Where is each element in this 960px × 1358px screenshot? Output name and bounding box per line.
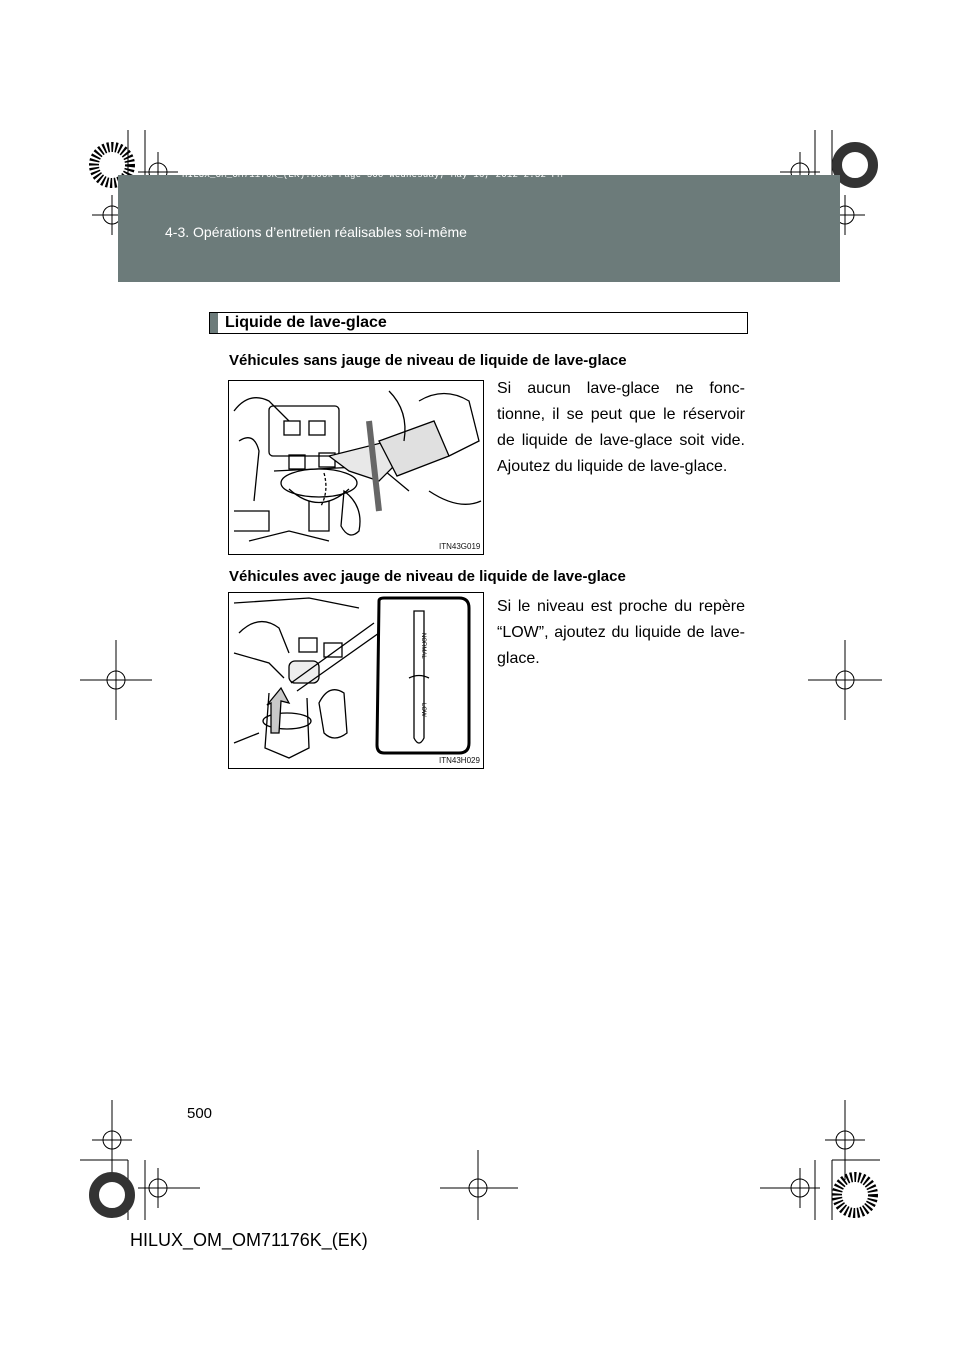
figure-pouring-fluid: [228, 380, 484, 555]
figure-code: ITN43G019: [439, 542, 481, 551]
instruction-text-with-gauge: Si le niveau est proche du repère “LOW”, ajoutez du liquide de lave-glace.: [497, 598, 745, 667]
footer-doc-id: HILUX_OM_OM71176K_(EK): [130, 1230, 368, 1250]
illustration-gauge-check: [229, 593, 483, 768]
topic-title-box: [209, 312, 748, 334]
page-number: 500: [187, 1105, 213, 1122]
book-info-line: HILUX_OM_OM71176K_(EK).book Page 500 Wednesday, May 16, 2012 2:32 PM: [182, 170, 563, 180]
gauge-label-low: LOW: [420, 703, 426, 717]
topic-title: Liquide de lave-glace: [225, 314, 387, 331]
title-accent-bar: [210, 313, 218, 333]
instruction-text-without-gauge: Si aucun lave-glace ne fonc-tionne, il se peut que le réservoir de liquide de lave-glace soit vide. Ajoutez du liquide de lave-glace.: [497, 380, 745, 475]
illustration-funnel-pouring: [229, 381, 483, 554]
section-title: 4-3. Opérations d’entretien réalisables soi-même: [165, 224, 467, 240]
figure-code: ITN43H029: [439, 756, 480, 765]
subheading-without-gauge: Véhicules sans jauge de niveau de liquide de lave-glace: [229, 352, 627, 369]
gauge-label-normal: NORMAL: [420, 633, 426, 659]
subheading-with-gauge: Véhicules avec jauge de niveau de liquide de lave-glace: [229, 568, 626, 585]
figure-level-gauge: [228, 592, 484, 769]
